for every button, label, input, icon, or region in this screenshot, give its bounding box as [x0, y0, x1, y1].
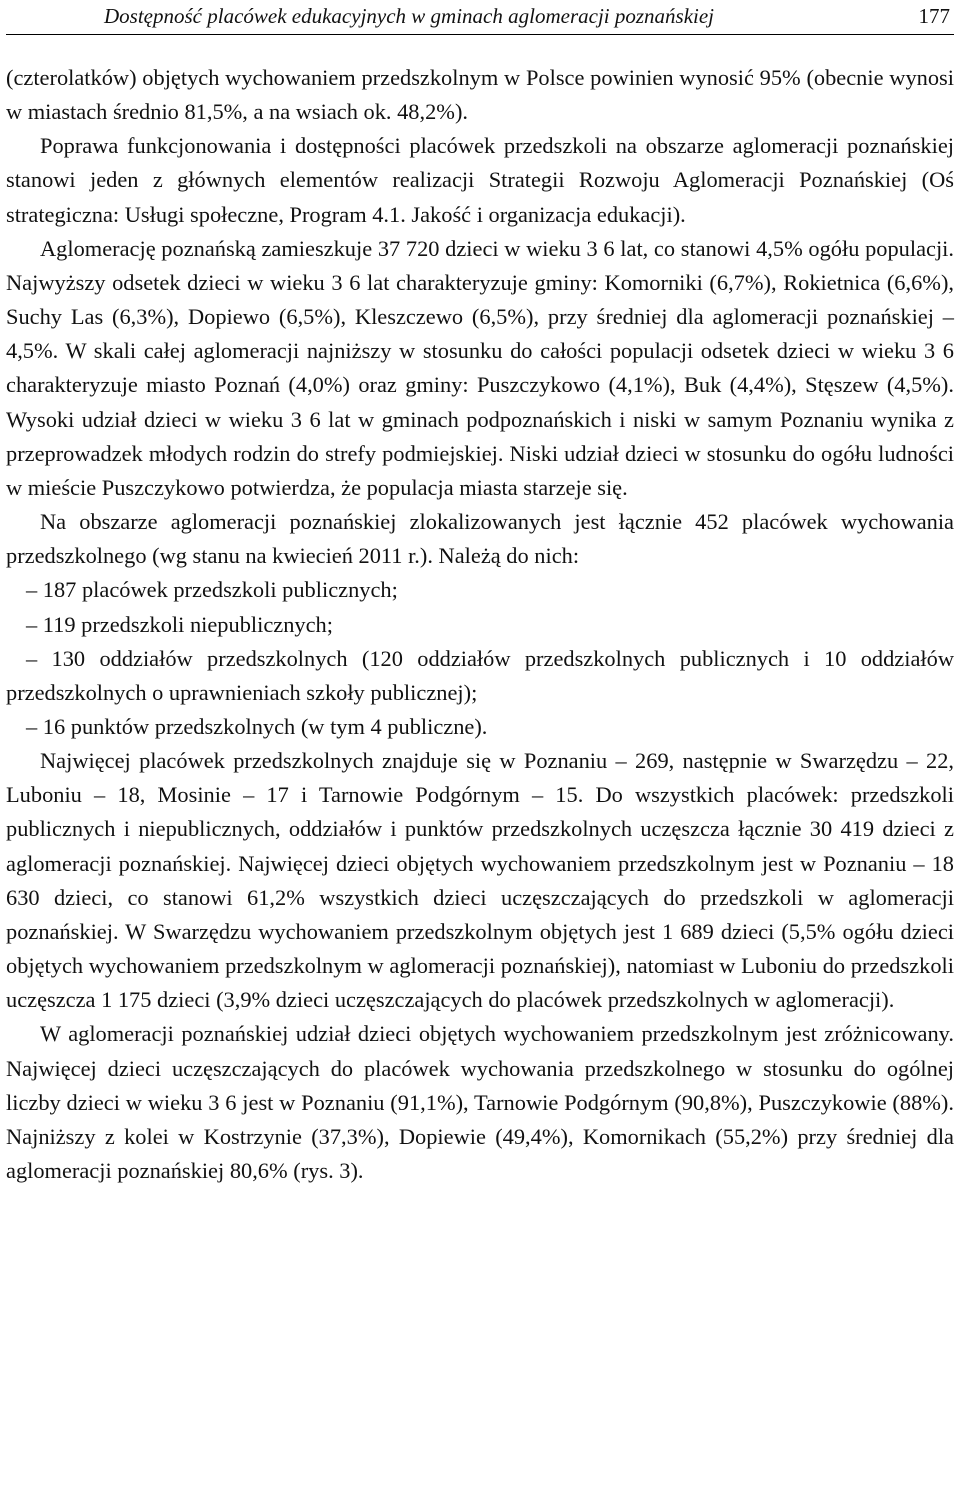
list-item: – 16 punktów przedszkolnych (w tym 4 publiczne).: [26, 713, 488, 739]
paragraph-facilities-total: Na obszarze aglomeracji poznańskiej zlokalizowanych jest łącznie 452 placówek wychowania przedszkolnego (wg stanu na kwiecień 2011 r.). Należą do nich:: [6, 509, 954, 569]
paragraph-strategy: Poprawa funkcjonowania i dostępności placówek przedszkoli na obszarze aglomeracji poznańskiej stanowi jeden z głównych elementów realizacji Strategii Rozwoju Aglomeracji Poznańskiej (Oś strategiczna: Usługi społeczne, Program 4.1. Jakość i organizacja edukacji).: [6, 133, 954, 227]
paragraph-children-share: Aglomerację poznańską zamieszkuje 37 720 dzieci w wieku 3 6 lat, co stanowi 4,5% ogółu populacji. Najwyższy odsetek dzieci w wieku 3 6 lat charakteryzuje gminy: Komorniki (6,7%), Rokietnica (6,6%), Suchy Las (6,3%), Dopiewo (6,5%), Kleszczewo (6,5%), przy średniej dla aglomeracji poznańskiej – 4,5%. W skali całej aglomeracji najniższy w stosunku do całości populacji odsetek dzieci w wieku 3 6 charakteryzuje miasto Poznań (4,0%) oraz gminy: Puszczykowo (4,1%), Buk (4,4%), Stęszew (4,5%). Wysoki udział dzieci w wieku 3 6 lat w gminach podpoznańskich i niski w samym Poznaniu wynika z przeprowadzek młodych rodzin do strefy podmiejskiej. Niski udział dzieci w stosunku do ogółu ludności w mieście Puszczykowo potwierdza, że populacja miasta starzeje się.: [6, 235, 954, 500]
paragraph-facility-distribution: Najwięcej placówek przedszkolnych znajduje się w Poznaniu – 269, następnie w Swarzędzu – 22, Luboniu – 18, Mosinie – 17 i Tarnowie Podgórnym – 15. Do wszystkich placówek: przedszkoli publicznych i niepublicznych, oddziałów i punktów przedszkolnych uczęszcza łącznie 30 419 dzieci z aglomeracji poznańskiej. Najwięcej dzieci objętych wychowaniem przedszkolnym jest w Poznaniu – 18 630 dzieci, co stanowi 61,2% wszystkich dzieci uczęszczających do przedszkoli w aglomeracji poznańskiej. W Swarzędzu wychowaniem przedszkolnym objętych jest 1 689 dzieci (5,5% ogółu dzieci objętych wychowaniem przedszkolnym w aglomeracji poznańskiej), natomiast w Luboniu do przedszkoli uczęszcza 1 175 dzieci (3,9% dzieci uczęszczających do placówek przedszkolnych w aglomeracji).: [6, 748, 954, 1013]
list-item: – 130 oddziałów przedszkolnych (120 oddziałów przedszkolnych publicznych i 10 oddziałów przedszkolnych o uprawnieniach szkoły publicznej);: [6, 645, 954, 705]
document-page: [6, 0, 954, 1188]
paragraph-participation-rates: W aglomeracji poznańskiej udział dzieci objętych wychowaniem przedszkolnym jest zróżnicowany. Najwięcej dzieci uczęszczających do placówek wychowania przedszkolnego w stosunku do ogólnej liczby dzieci w wieku 3 6 jest w Poznaniu (91,1%), Tarnowie Podgórnym (90,8%), Puszczykowie (88%). Najniższy z kolei w Kostrzynie (37,3%), Dopiewie (49,4%), Komornikach (55,2%) przy średniej dla aglomeracji poznańskiej 80,6% (rys. 3).: [6, 1021, 954, 1183]
header-title: Dostępność placówek edukacyjnych w gminach aglomeracji poznańskiej: [104, 4, 715, 28]
body-text: [6, 61, 954, 1188]
running-header: [6, 0, 954, 35]
paragraph-continuation: (czterolatków) objętych wychowaniem przedszkolnym w Polsce powinien wynosić 95% (obecnie wynosi w miastach średnio 81,5%, a na wsiach ok. 48,2%).: [6, 65, 954, 125]
list-item: – 119 przedszkoli niepublicznych;: [26, 611, 333, 637]
page-number: 177: [918, 4, 950, 28]
list-item: – 187 placówek przedszkoli publicznych;: [26, 577, 398, 603]
